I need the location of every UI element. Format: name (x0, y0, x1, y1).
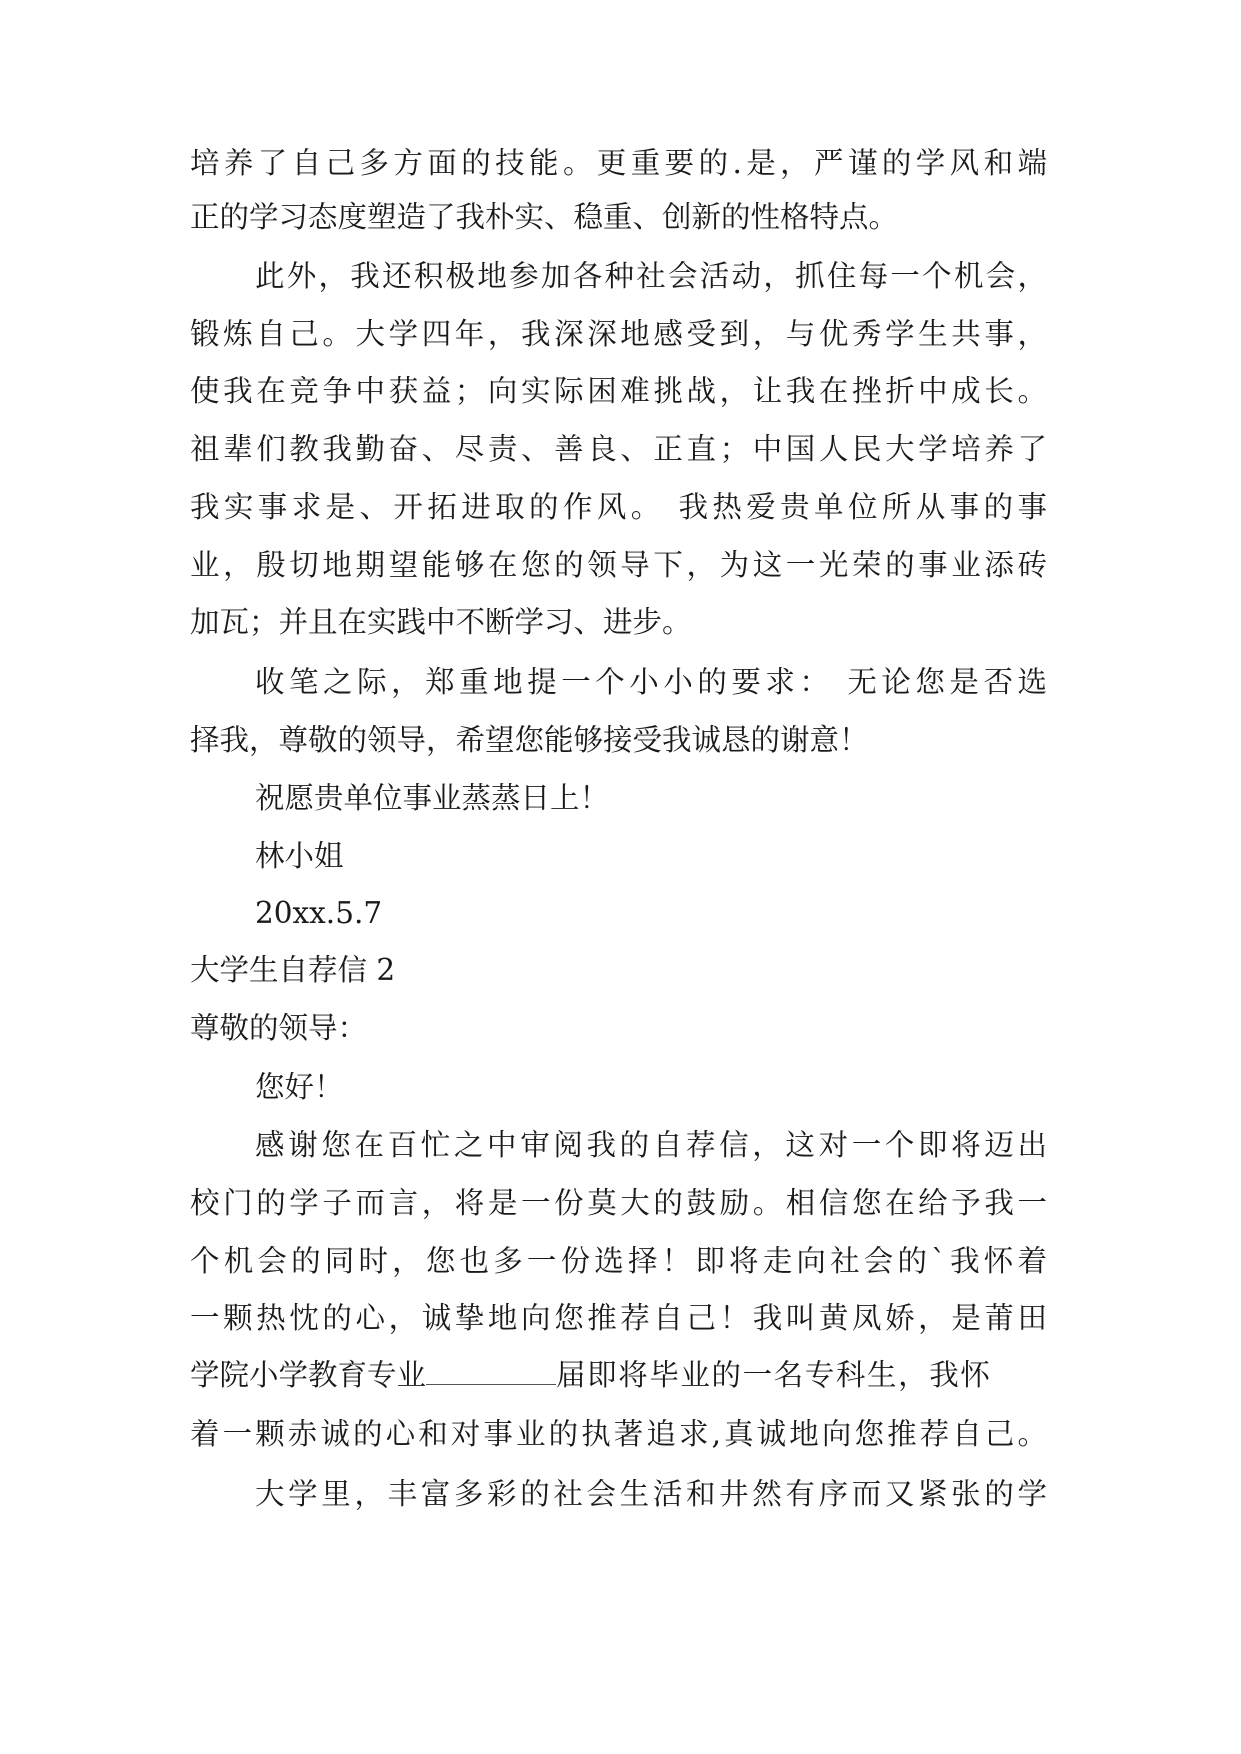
fill-in-blank (426, 1380, 556, 1385)
signature-name: 林小姐 (255, 839, 344, 873)
paragraph-line: 使我在竞争中获益；向实际困难挑战，让我在挫折中成长。 (190, 374, 1047, 408)
paragraph-line: 培养了自己多方面的技能。更重要的.是，严谨的学风和端 (190, 146, 1047, 180)
paragraph-line: 个机会的同时，您也多一份选择！即将走向社会的`我怀着 (190, 1244, 1047, 1278)
paragraph-line: 校门的学子而言，将是一份莫大的鼓励。相信您在给予我一 (190, 1186, 1047, 1220)
paragraph-line-with-blank (190, 1355, 991, 1395)
paragraph-line: 一颗热忱的心，诚挚地向您推荐自己！我叫黄凤娇，是莆田 (190, 1301, 1047, 1335)
paragraph-line: 收笔之际，郑重地提一个小小的要求： 无论您是否选 (255, 665, 1047, 699)
line-segment: 届即将毕业的一名专科生，我怀 (556, 1358, 992, 1392)
closing-wish: 祝愿贵单位事业蒸蒸日上！ (255, 781, 610, 815)
paragraph-line: 此外，我还积极地参加各种社会活动，抓住每一个机会， (255, 259, 1047, 293)
paragraph-line: 着一颗赤诚的心和对事业的执著追求,真诚地向您推荐自己。 (190, 1417, 1047, 1451)
paragraph-line: 锻炼自己。大学四年，我深深地感受到，与优秀学生共事， (190, 317, 1047, 351)
signature-date: 20xx.5.7 (255, 896, 383, 930)
letter-title: 大学生自荐信 2 (190, 953, 396, 987)
line-segment: 学院小学教育专业 (190, 1358, 427, 1392)
salutation: 尊敬的领导： (190, 1011, 368, 1045)
greeting: 您好！ (255, 1070, 344, 1104)
paragraph-line: 我实事求是、开拓进取的作风。 我热爱贵单位所从事的事 (190, 490, 1047, 524)
paragraph-line: 祖辈们教我勤奋、尽责、善良、正直；中国人民大学培养了 (190, 432, 1047, 466)
paragraph-line: 正的学习态度塑造了我朴实、稳重、创新的性格特点。 (190, 200, 899, 234)
paragraph-line: 择我，尊敬的领导，希望您能够接受我诚恳的谢意！ (190, 723, 869, 757)
paragraph-line: 大学里，丰富多彩的社会生活和井然有序而又紧张的学 (255, 1477, 1047, 1511)
paragraph-line: 加瓦；并且在实践中不断学习、进步。 (190, 605, 692, 639)
paragraph-line: 感谢您在百忙之中审阅我的自荐信，这对一个即将迈出 (255, 1128, 1047, 1162)
paragraph-line: 业，殷切地期望能够在您的领导下，为这一光荣的事业添砖 (190, 548, 1047, 582)
